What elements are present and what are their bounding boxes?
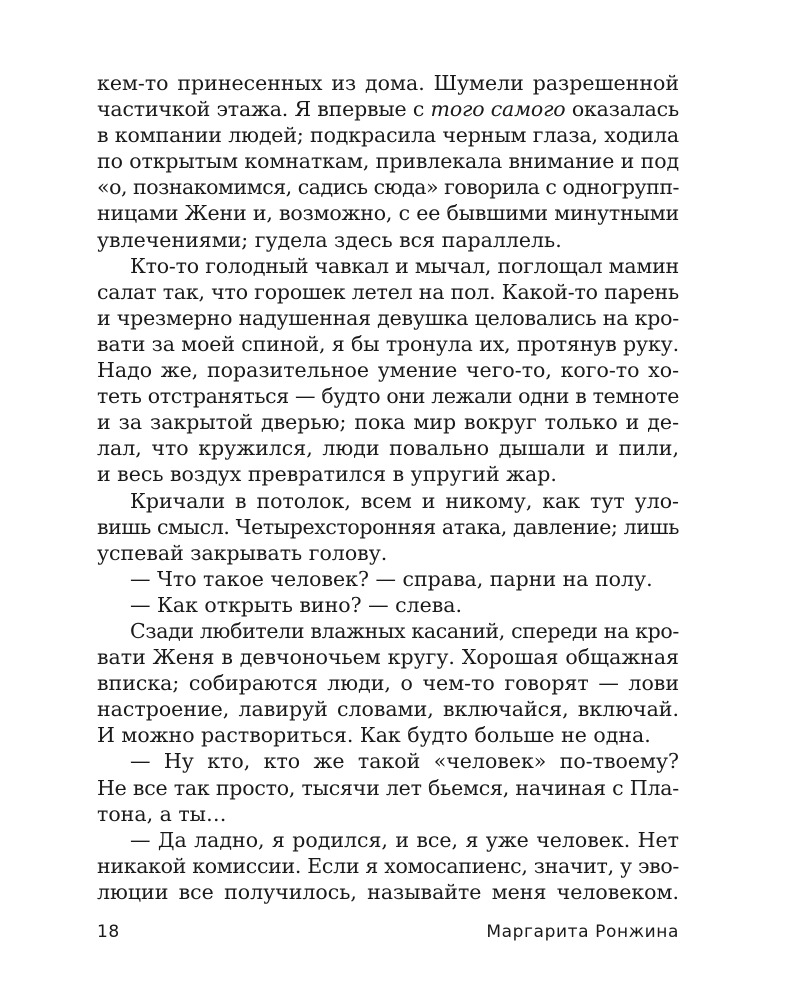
- text-line: — Да ладно, я родился, и все, я уже человек. Нет: [130, 827, 679, 852]
- text-fragment: оказалась: [565, 97, 679, 122]
- page-footer: [97, 922, 679, 946]
- text-line: настроение, лавируй словами, включайся, включай.: [97, 697, 679, 722]
- text-line: лал, что кружился, люди повально дышали и пили,: [97, 436, 679, 461]
- text-line: — Как открыть вино? — слева.: [130, 592, 463, 617]
- text-line: Надо же, поразительное умение чего-то, кого-то хо-: [97, 358, 679, 383]
- text-fragment: частичкой этажа. Я впервые с: [97, 97, 431, 122]
- text-line: кем-то принесенных из дома. Шумели разрешенной: [97, 71, 679, 95]
- text-line: Кричали в потолок, всем и никому, как тут уло-: [130, 488, 679, 513]
- text-line: и чрезмерно надушенная девушка целовались на кро-: [97, 305, 680, 330]
- text-line: ницами Жени и, возможно, с ее бывшими минутными: [97, 201, 679, 226]
- running-author: Маргарита Ронжина: [486, 922, 679, 942]
- italic-phrase: того самого: [430, 97, 566, 122]
- text-line: вати за моей спиной, я бы тронула их, протянув руку.: [97, 331, 680, 356]
- text-line: тона, а ты…: [97, 801, 227, 826]
- text-line: вати Женя в девчоночьем кругу. Хорошая общажная: [97, 645, 679, 670]
- text-line: люции все получилось, называйте меня человеком.: [97, 879, 679, 904]
- text-line: Не все так просто, тысячи лет бьемся, начиная с Пла-: [97, 775, 679, 800]
- text-line: теть отстраняться — будто они лежали одни в темноте: [97, 384, 679, 409]
- text-line: и весь воздух превратился в упругий жар.: [97, 462, 557, 487]
- text-line: и за закрытой дверью; пока мир вокруг только и де-: [97, 410, 679, 435]
- page-number: 18: [97, 922, 120, 942]
- text-line: [97, 96, 679, 122]
- text-line: вишь смысл. Четырехсторонняя атака, давление; лишь: [97, 514, 679, 539]
- text-line: Сзади любители влажных касаний, спереди на кро-: [130, 618, 680, 643]
- text-line: «о, познакомимся, садись сюда» говорила с одногрупп-: [97, 175, 680, 200]
- text-line: — Что такое человек? — справа, парни на полу.: [130, 566, 653, 591]
- text-line: успевай закрывать голову.: [97, 540, 388, 565]
- text-line: никакой комиссии. Если я хомосапиенс, значит, у эво-: [97, 853, 680, 878]
- text-line: вписка; собираются люди, о чем-то говорят — лови: [97, 671, 679, 696]
- text-line: — Ну кто, кто же такой «человек» по-твоему?: [130, 749, 679, 774]
- text-line: И можно раствориться. Как будто больше не одна.: [97, 723, 651, 748]
- text-line: салат так, что горошек летел на пол. Какой-то парень: [97, 279, 679, 304]
- text-line: в компании людей; подкрасила черным глаза, ходила: [97, 123, 679, 148]
- text-line: по открытым комнаткам, привлекала внимание и под: [97, 149, 679, 174]
- text-line: Кто-то голодный чавкал и мычал, поглощал мамин: [130, 253, 680, 278]
- text-line: увлечениями; гудела здесь вся параллель.: [97, 227, 562, 252]
- body-text: [97, 70, 679, 905]
